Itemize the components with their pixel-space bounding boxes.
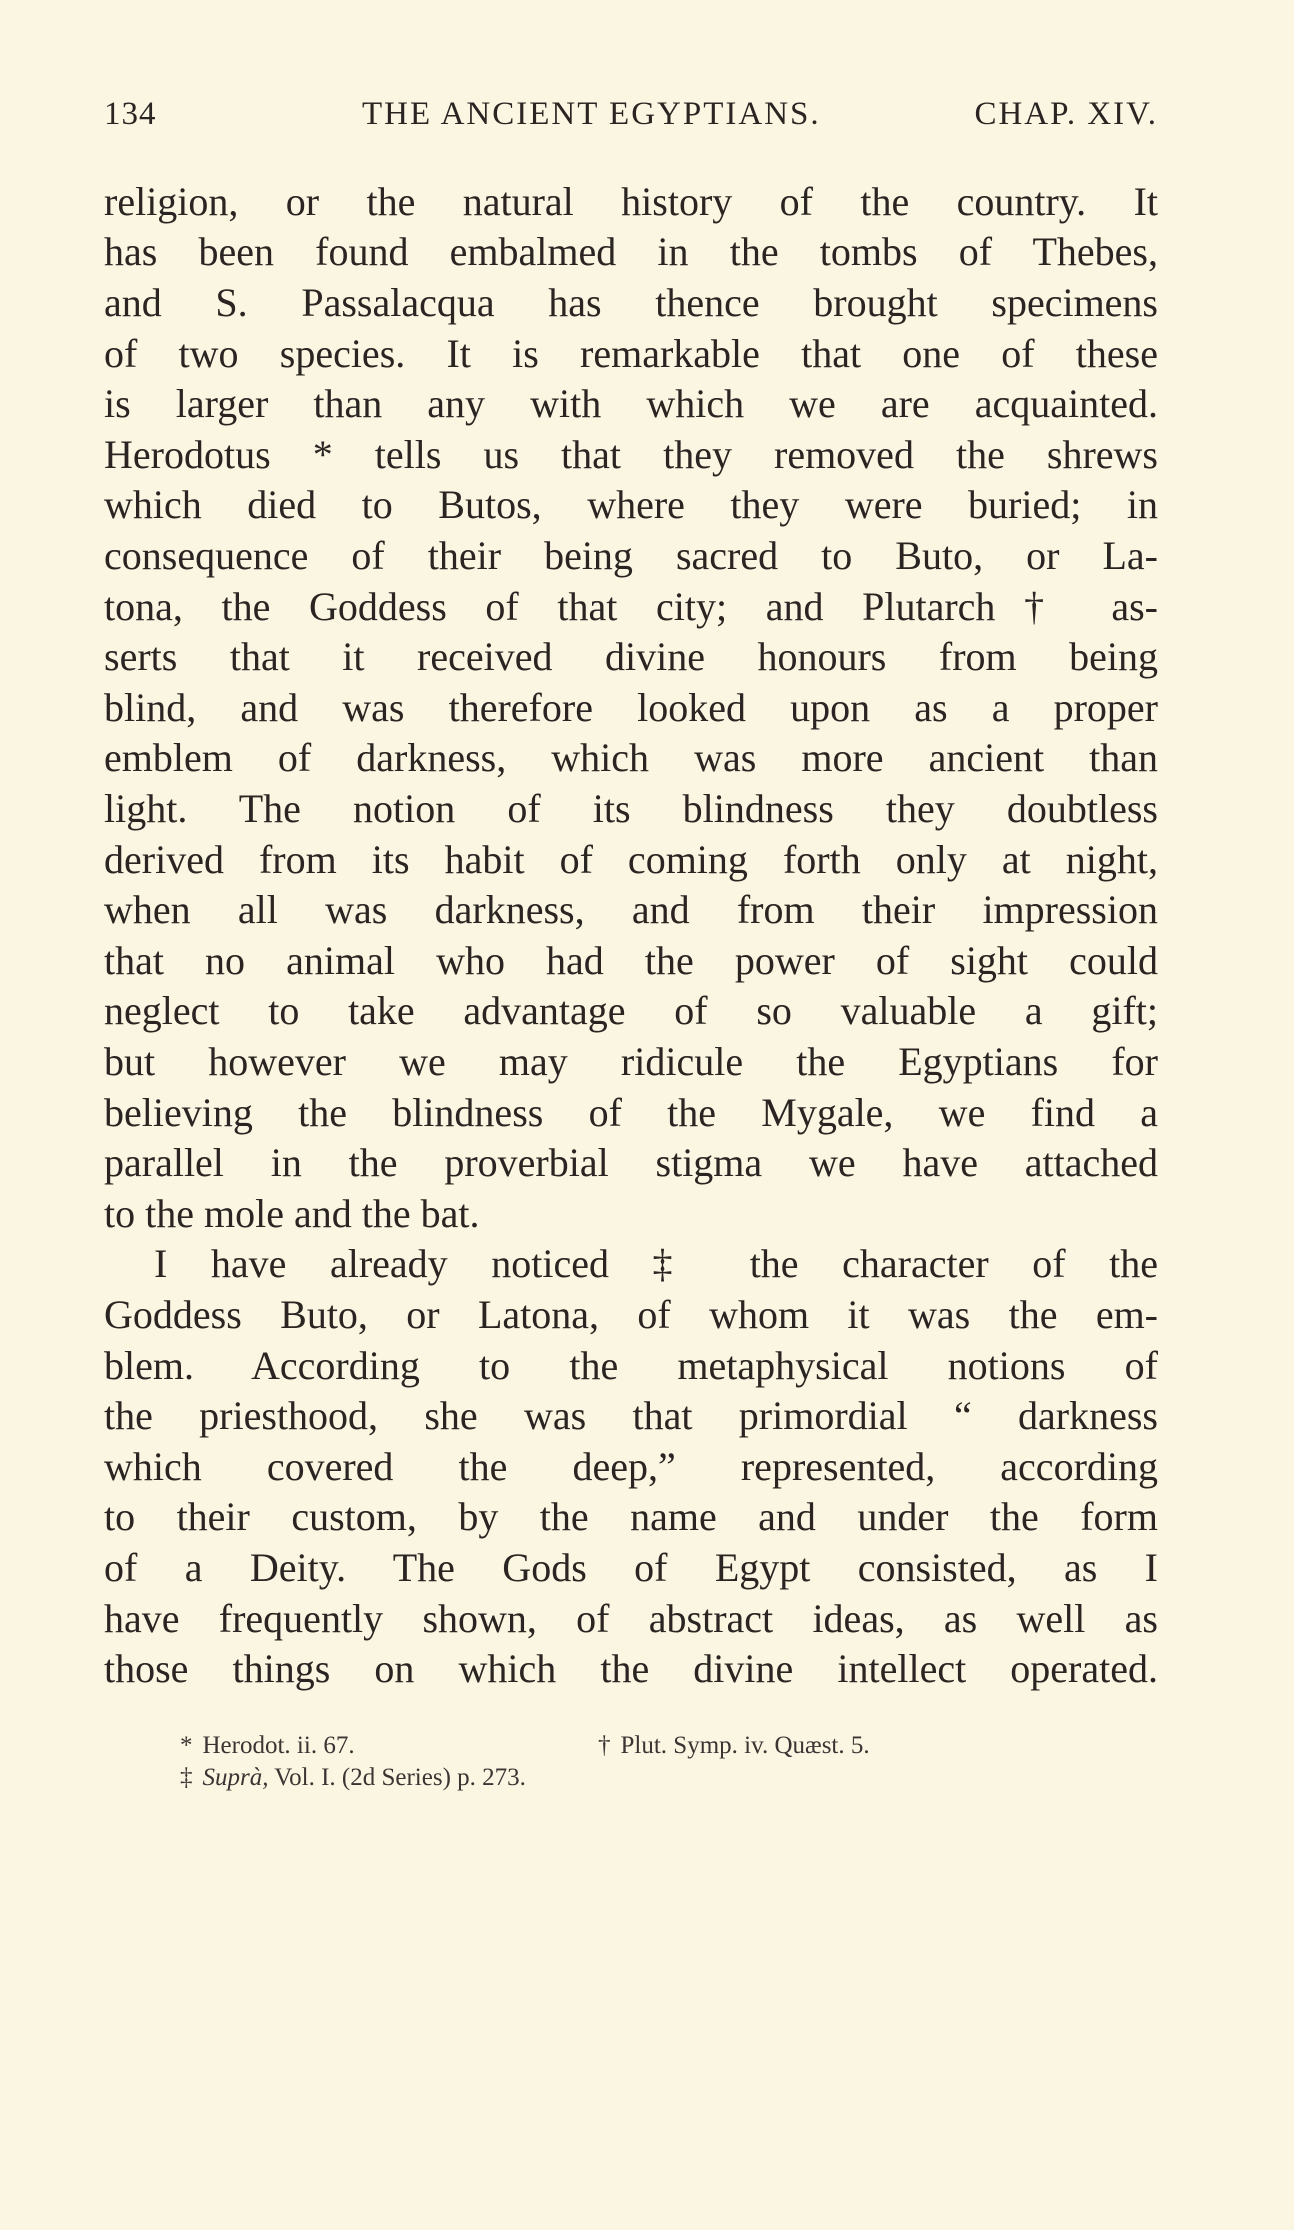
footnote-text: Herodot. ii. 67. [202,1732,355,1759]
page-number: 134 [104,96,157,132]
footnote-2 [598,1732,870,1760]
footnote-text: Vol. I. (2d Series) p. 273. [274,1764,526,1791]
running-title: THE ANCIENT EGYPTIANS. [362,96,821,132]
text-line: which died to Butos, where they were buried; in [104,482,1158,527]
text-line: that no animal who had the power of sight could [104,938,1158,983]
text-line: believing the blindness of the Mygale, we find a [104,1090,1158,1135]
text-line: blem. According to the metaphysical notions of [104,1343,1158,1388]
footnote-text: Plut. Symp. iv. Quæst. 5. [620,1732,870,1759]
text-line: when all was darkness, and from their impression [104,887,1158,932]
footnote-mark: † [598,1732,611,1759]
text-line: to the mole and the bat. [104,1191,480,1236]
footnote-italic: Suprà, [202,1764,269,1791]
text-line: I have already noticed ‡ the character of the [154,1241,1158,1286]
text-line: Goddess Buto, or Latona, of whom it was the em- [104,1292,1158,1337]
text-line: of two species. It is remarkable that one of these [104,331,1158,376]
text-line: serts that it received divine honours from being [104,634,1158,679]
text-line: but however we may ridicule the Egyptians for [104,1039,1158,1084]
running-header [104,96,1158,146]
text-line: religion, or the natural history of the country. It [104,179,1158,224]
text-line: to their custom, by the name and under the form [104,1494,1158,1539]
text-line: has been found embalmed in the tombs of Thebes, [104,229,1158,274]
footnote-1 [180,1732,355,1760]
text-line: parallel in the proverbial stigma we have attached [104,1140,1158,1185]
chapter-label: CHAP. XIV. [974,96,1158,132]
text-line: the priesthood, she was that primordial “ darkness [104,1393,1158,1438]
text-line: blind, and was therefore looked upon as a proper [104,685,1158,730]
text-line: is larger than any with which we are acquainted. [104,381,1158,426]
text-line: Herodotus * tells us that they removed the shrews [104,432,1158,477]
text-line: which covered the deep,” represented, according [104,1444,1158,1489]
footnote-3 [180,1764,526,1792]
text-line: and S. Passalacqua has thence brought specimens [104,280,1158,325]
text-line: have frequently shown, of abstract ideas, as well as [104,1596,1158,1641]
text-line: tona, the Goddess of that city; and Plutarch† as- [104,584,1158,629]
text-line: of a Deity. The Gods of Egypt consisted, as I [104,1545,1158,1590]
text-line: those things on which the divine intellect operated. [104,1646,1158,1691]
footnote-mark: ‡ [180,1764,193,1791]
text-line: neglect to take advantage of so valuable a gift; [104,988,1158,1033]
text-line: emblem of darkness, which was more ancient than [104,735,1158,780]
footnote-mark: * [180,1732,193,1759]
text-line: derived from its habit of coming forth only at night, [104,837,1158,882]
text-line: light. The notion of its blindness they doubtless [104,786,1158,831]
text-line: consequence of their being sacred to Buto, or La- [104,533,1158,578]
